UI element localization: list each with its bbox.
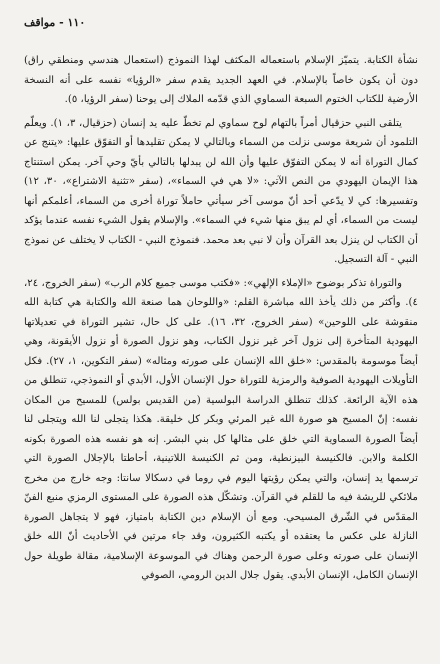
paragraph: يتلقى النبي حزقيال أمراً بالتهام لوح سماوي لم تخطّ عليه يد إنسان (حزقيال، ٣، ١). ويعلّم التلمود أن شريعة موسى نزلت من السماء وبالتالي لا يمكن تقليدها أو التفوّق عليها: «يتنج عن كمال التوراة أنه لا يمكن التفوّق عليها وأن الله لن يبدلها بالتالي بأيّ وحي آخر. يمكن استنتاج هذا الإيمان اليهودي من النص الآتي: «لا هي في السماء»، (سفر «تثنية الاشتراع»، ٣٠، ١٢) وتفسيرها: كي لا يدّعي أحد أنّ موسى آخر سيأتي حاملاً توراة أخرى من السماء، أعلمكم أنها ليست من السماء، أي لم يبق منها شيء في السماء». والإسلام يقول الشيء نفسه عندما يؤكد أن الكتاب لن ينزل بعد القرآن وأن لا نبي بعد محمد. فنموذج النبي - الكتاب لا يختلف عن نموذج النبي - آلة التسجيل. [24,117,418,265]
running-header [24,16,418,29]
page-number-and-title: ١١٠ - مواقف [24,16,86,29]
paragraph: والتوراة تذكر بوضوح «الإملاء الإلهي»: «فكتب موسى جميع كلام الرب» (سفر الخروج، ٢٤، ٤). وأكثر من ذلك يأخذ الله مباشرة القلم: «واللوحان هما صنعة الله والكتابة هي كتابة الله منقوشة على اللوحين» (سفر الخروج، ٣٢، ١٦). على كل حال، تشير التوراة في تعديلاتها اليهودية المتأخرة إلى نزول آخر غير نزول الكتاب، وهو نزول الصورة أو نزول الأيقونة، وهي أيضاً موسومة بالمقدس: «خلق الله الإنسان على صورته ومثاله» (سفر التكوين، ١، ٢٧). فكل التأويلات اليهودية الصوفية والرمزية للتوراة حول الإنسان الأول، الأبدي أو النموذجي، تنطلق من هذه الآية الرائعة. كذلك تنطلق الدراسة البولسية (من القديس بولس) للمسيح من المكان نفسه: إنّ المسيح هو صورة الله غير المرئي وبكر كل خليقة. هكذا يتجلى لنا الله ويتجلى لنا أيضاً الصورة السماوية التي خلق على مثالها كل بني البشر. إنه هو نفسه هذه الصورة بكونه الكلمة والابن. فالكنيسة البيزنطية، ومن ثم الكنيسة اللاتينية، أحاطتا بالإجلال الصورة التي ترسمها يد إنسان، والتي يمكن رؤيتها اليوم في روما في دسكالا سانتا: وجه خارج من مخرج ملائكي للريشة فيه ما للقلم في القرآن. وتشكّل هذه الصورة على المستوى الرمزي منبع الفنّ المقدّس في الشّرق المسيحي. ومع أن الإسلام دين الكتابة بامتياز، فهو لا يتجاهل الصورة النازلة على عكس ما يعتقده أو يكتبه الكثيرون، وقد جاء مرتين في الأحاديث أنّ الله خلق الإنسان على صورته وعلى صورة الرحمن وهناك في الموسوعة الإسلامية، مقالة طويلة حول الإنسان الكامل، الإنسان الأبدي. يقول جلال الدين الرومي، الصوفي [24,277,418,581]
body-text [24,51,418,586]
paragraph: نشأة الكتابة. يتميّز الإسلام باستعماله المكثف لهذا النموذج (استعمال هندسي ومنطقي راق) دون أن يكون خاصاً بالإسلام. في العهد الجديد يقدم سفر «الرؤيا» نفسه على أنه النسخة الأرضية للكتاب الختوم السبعة السماوي الذي قدّمه الملاك إلى يوحنا (سفر الرؤيا، ٥). [24,55,418,105]
